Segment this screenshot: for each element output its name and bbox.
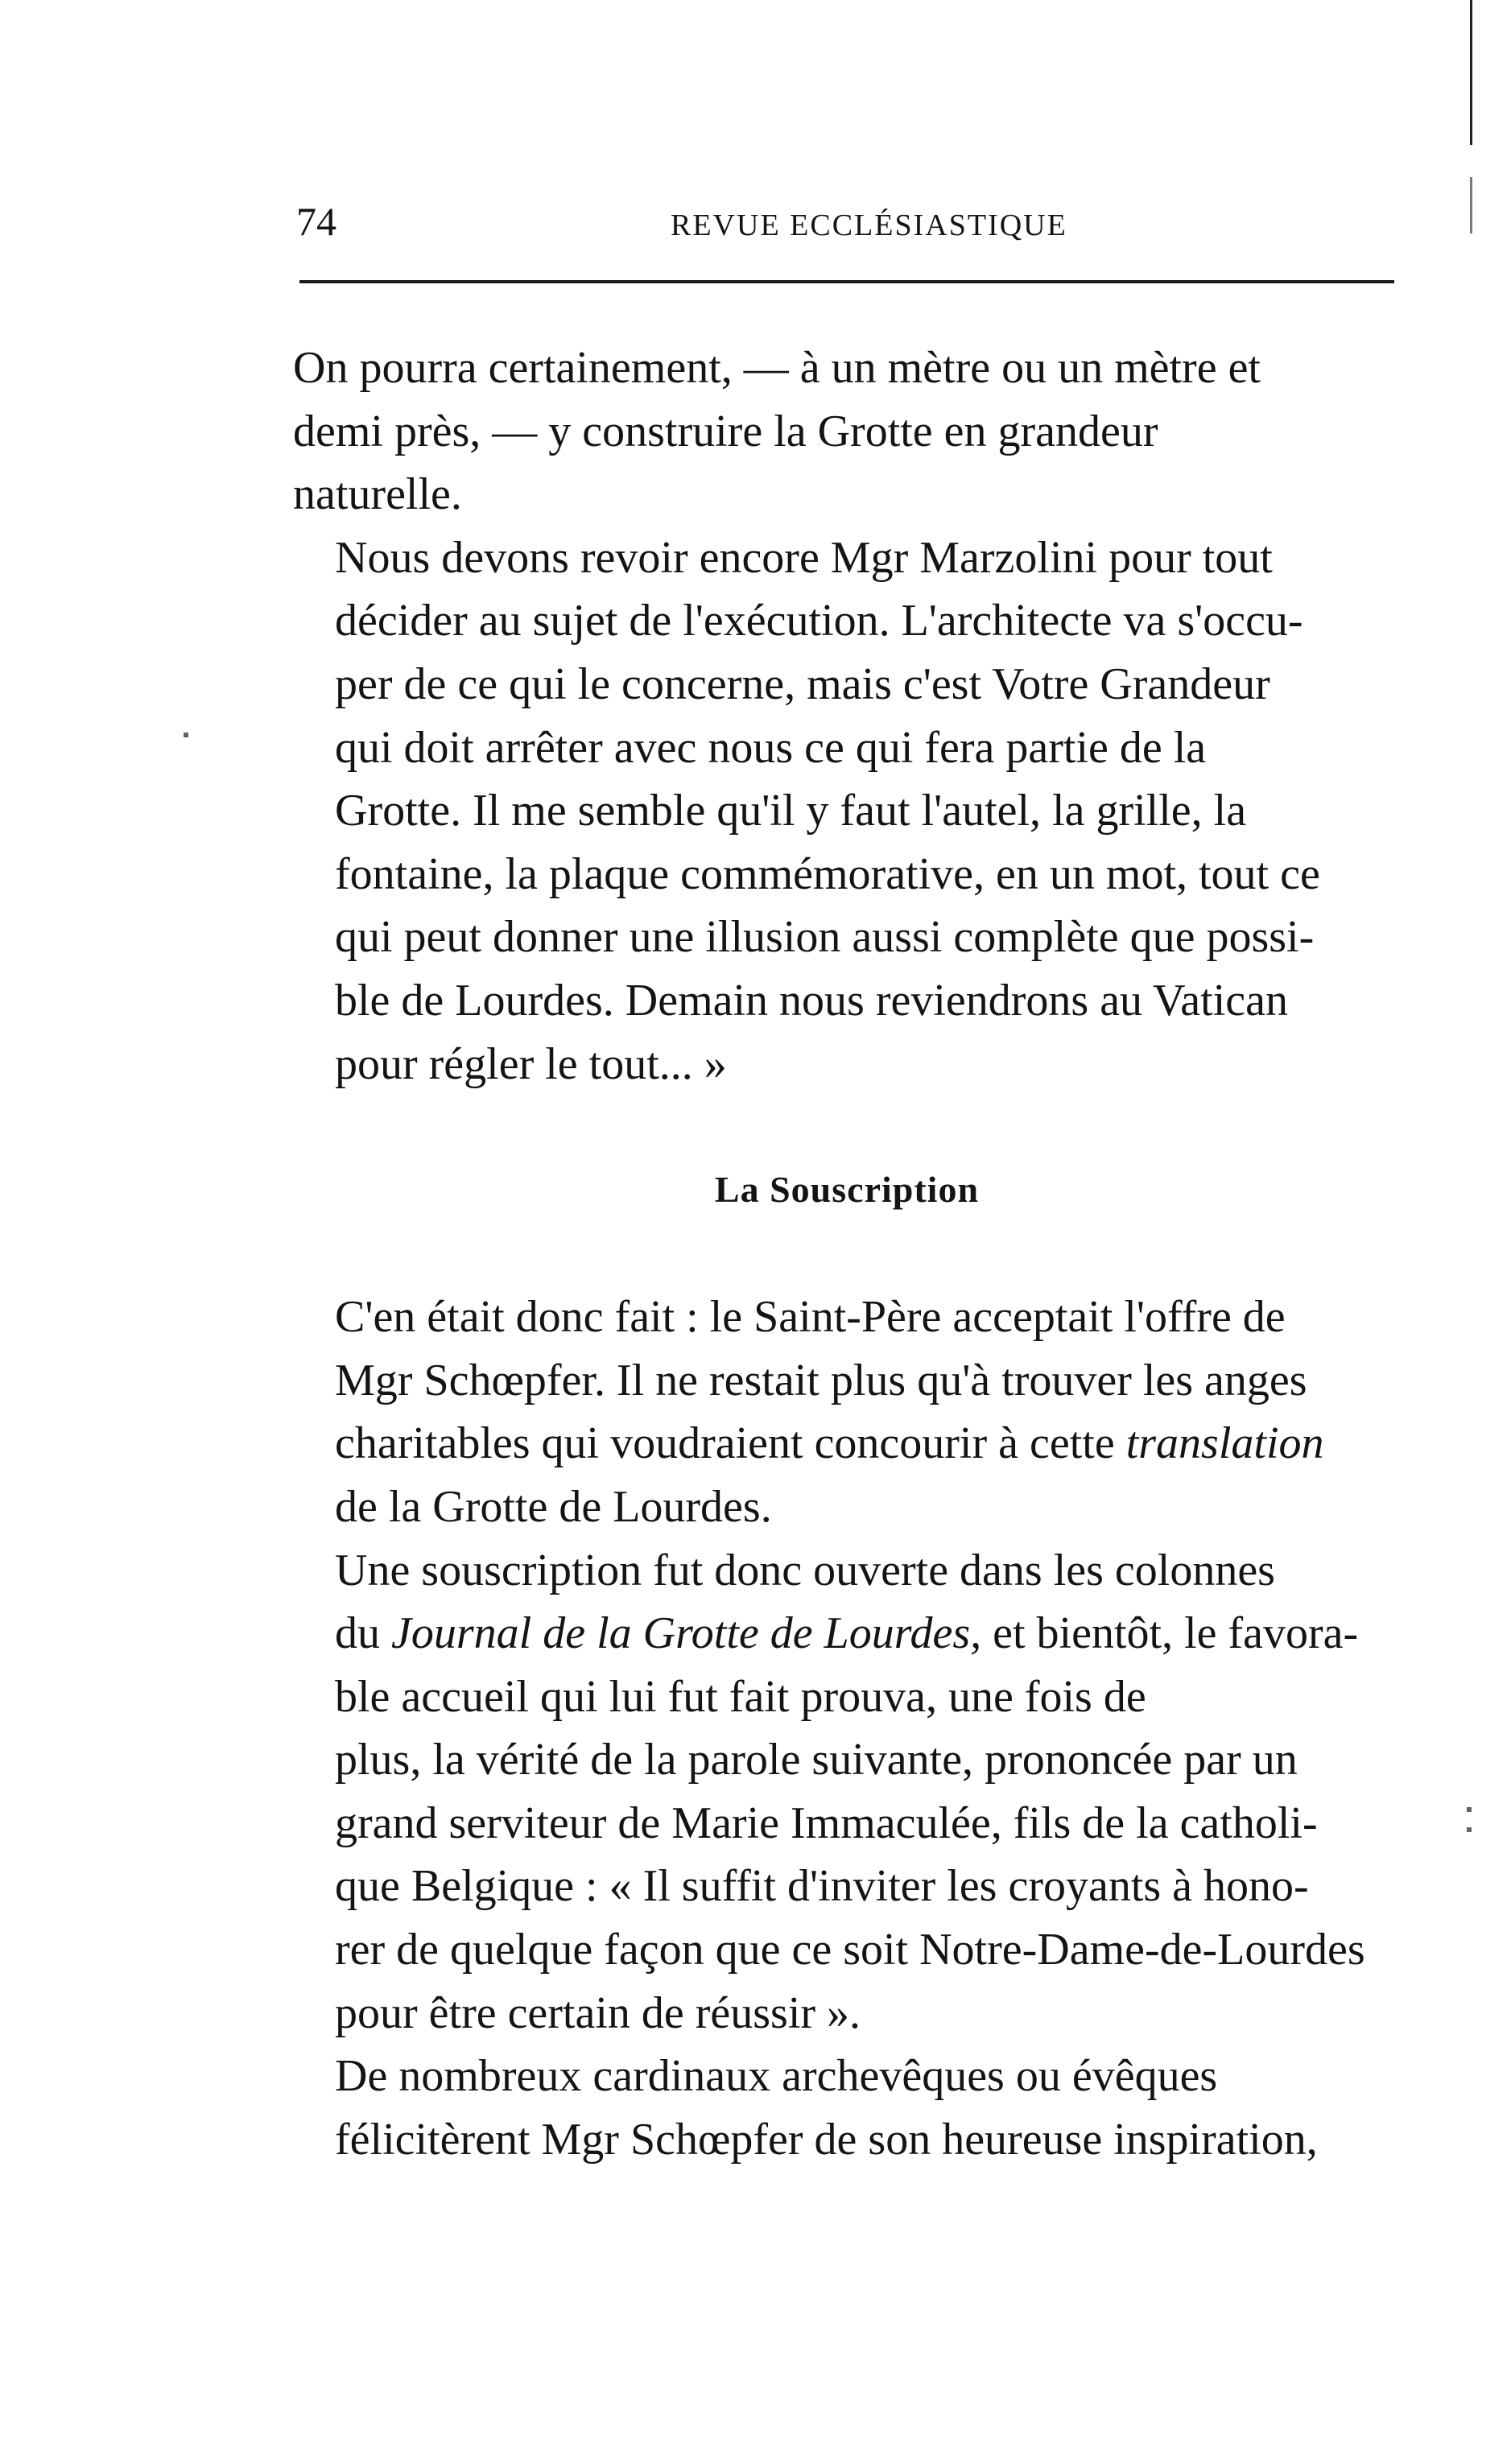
body-text — [293, 336, 1401, 2171]
running-head: REVUE ECCLÉSIASTIQUE — [671, 208, 1067, 242]
text-line: fontaine, la plaque commémorative, en un mot, tout ce — [335, 848, 1320, 899]
text-line: demi près, — y construire la Grotte en grandeur — [293, 406, 1158, 456]
text-line: de la Grotte de Lourdes. — [335, 1481, 772, 1532]
text-line: Mgr Schœpfer. Il ne restait plus qu'à trouver les anges — [335, 1355, 1307, 1405]
text-line: pour être certain de réussir ». — [335, 1987, 861, 2038]
text-line — [293, 1412, 1401, 1476]
text-line: qui peut donner une illusion aussi complète que possi- — [335, 912, 1315, 963]
text-line: C'en était donc fait : le Saint-Père acceptait l'offre de — [335, 1292, 1286, 1343]
italic-run: Journal de la Grotte de Lourdes, — [391, 1608, 982, 1659]
scan-mark — [1470, 0, 1472, 145]
scan-mark — [1467, 1807, 1472, 1812]
text-line: grand serviteur de Marie Immaculée, fils de la catholi- — [335, 1797, 1318, 1848]
text-run: charitables qui voudraient concourir à cette — [335, 1418, 1126, 1469]
text-line: qui doit arrêter avec nous ce qui fera partie de la — [335, 722, 1207, 773]
header-rule — [299, 280, 1394, 283]
text-line: ble de Lourdes. Demain nous reviendrons au Vatican — [335, 975, 1288, 1026]
text-line: Grotte. Il me semble qu'il y faut l'autel, la grille, la — [335, 786, 1247, 836]
text-line: pour régler le tout... » — [335, 1038, 727, 1089]
text-line: que Belgique : « Il suffit d'inviter les croyants à hono- — [335, 1861, 1309, 1912]
paragraph — [293, 336, 1401, 526]
text-line: per de ce qui le concerne, mais c'est Votre Grandeur — [335, 658, 1270, 709]
text-line: félicitèrent Mgr Schœpfer de son heureuse inspiration, — [335, 2114, 1318, 2165]
paragraph — [293, 2045, 1401, 2171]
text-line — [293, 1602, 1401, 1665]
text-line: naturelle. — [293, 469, 462, 520]
text-run: du — [335, 1608, 391, 1659]
text-line: Une souscription fut donc ouverte dans les colonnes — [335, 1545, 1275, 1595]
scan-mark — [1467, 1827, 1472, 1832]
italic-run: translation — [1125, 1418, 1324, 1469]
section-title: La Souscription — [714, 1169, 980, 1211]
text-line: décider au sujet de l'exécution. L'architecte va s'occu- — [335, 596, 1303, 646]
page-header — [296, 189, 1399, 254]
text-line: On pourra certainement, — à un mètre ou un mètre et — [293, 343, 1261, 393]
text-line: plus, la vérité de la parole suivante, prononcée par un — [335, 1735, 1298, 1785]
paragraph — [293, 1286, 1401, 1538]
page-number: 74 — [296, 199, 336, 244]
scan-mark — [184, 733, 188, 737]
text-line: Nous devons revoir encore Mgr Marzolini pour tout — [335, 532, 1273, 583]
text-line: De nombreux cardinaux archevêques ou évêques — [335, 2051, 1218, 2102]
text-line: ble accueil qui lui fut fait prouva, une fois de — [335, 1671, 1146, 1722]
text-line: rer de quelque façon que ce soit Notre-Dame-de-Lourdes — [335, 1925, 1365, 1975]
paragraph — [293, 1539, 1401, 2045]
text-run: et bientôt, le favora- — [981, 1608, 1359, 1659]
scan-mark — [1470, 177, 1472, 233]
paragraph — [293, 526, 1401, 1096]
